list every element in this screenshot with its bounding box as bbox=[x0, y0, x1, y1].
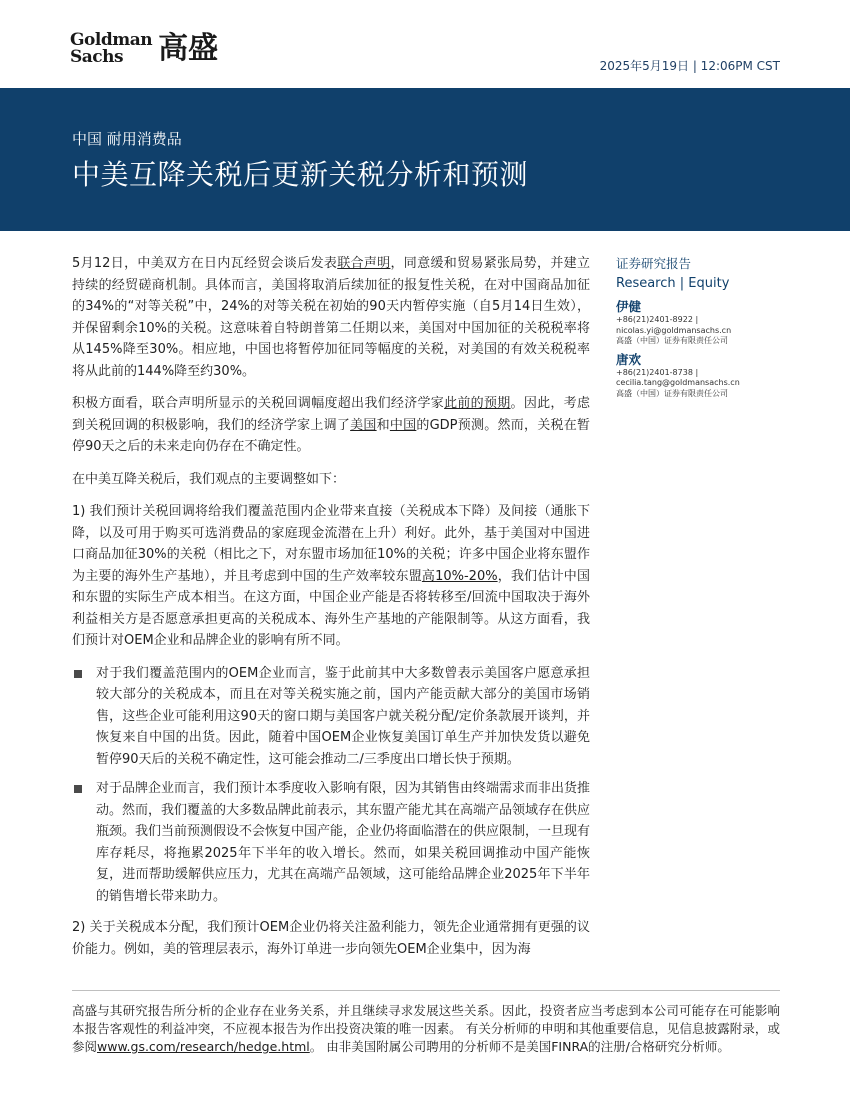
analyst-email[interactable]: nicolas.yi@goldmansachs.cn bbox=[616, 325, 732, 335]
analyst-company: 高盛（中国）证券有限责任公司 bbox=[616, 388, 728, 398]
analyst-email[interactable]: cecilia.tang@goldmansachs.cn bbox=[616, 378, 740, 387]
banner-subtitle: 中国 耐用消费品 bbox=[72, 130, 182, 148]
sidebar bbox=[616, 255, 786, 399]
analyst-name: 伊健 bbox=[616, 299, 642, 314]
bullet-text: 对于品牌企业而言，我们预计本季度收入影响有限，因为其销售由终端需求而非出货推动。然而，我们覆盖的大多数品牌此前表示，其东盟产能尤其在高端产品领域存在供应瓶颈。我们当前预测假设不会恢复中国产能，企业仍将面临潜在的供应限制，一旦现有库存耗尽，将拖累2025年下半年的收入增长。然而，如果关税回调推动中国产能恢复，进而帮助缓解供应压力，尤其在高端产品领域，这可能给品牌企业2025年下半年的销售增长带来助力。 bbox=[96, 781, 591, 904]
square-bullet-icon bbox=[74, 670, 82, 678]
footer-text-end: 。 由非美国附属公司聘用的分析师不是美国FINRA的注册/合格研究分析师。 bbox=[309, 1039, 730, 1054]
footer-text: 高盛与其研究报告所分析的企业存在业务关系，并且继续寻求发展这些关系。因此，投资者应当考虑到本公司可能存在可能影响本报告客观性的利益冲突，不应视本报告为作出投资决策的唯一因素。 有关分析师的申明和其他重要信息，见信息披露附录，或参阅 bbox=[72, 1003, 780, 1054]
us-gdp-link[interactable]: 美国 bbox=[350, 417, 377, 433]
joint-statement-link[interactable]: 联合声明 bbox=[337, 256, 391, 271]
disclosure-footer bbox=[72, 1002, 780, 1056]
logo-word-sachs: Sachs bbox=[70, 47, 124, 67]
sidebar-title: 证券研究报告 bbox=[616, 256, 692, 271]
paragraph-3: 在中美互降关税后，我们观点的主要调整如下： bbox=[72, 471, 346, 487]
analyst-name: 唐欢 bbox=[616, 351, 642, 367]
disclosure-link[interactable]: www.gs.com/research/hedge.html bbox=[97, 1039, 310, 1054]
bullet-item-brand bbox=[72, 778, 590, 907]
paragraph-1 bbox=[72, 253, 590, 382]
paragraph-1-text-cont: ，同意缓和贸易紧张局势，并建立持续的经贸磋商机制。具体而言，美国将取消后续加征的报复性关税，在对中国商品加征的34%的“对等关税”中，24%的对等关税在初始的90天内暂停实施（自5月14日生效），并保留剩余10%的关税。这意味着自特朗普第二任期以来，美国对中国加征的关税税率将从145%降至30%。相应地，中国也将暂停加征同等幅度的关税，对美国的有效关税税率将从此前的144%降至约30%。 bbox=[72, 256, 590, 379]
paragraph-5: 2) 关于关税成本分配，我们预计OEM企业仍将关注盈利能力，领先企业通常拥有更强的议价能力。例如，美的管理层表示，海外订单进一步向领先OEM企业集中，因为海 bbox=[72, 920, 590, 957]
analyst-company: 高盛（中国）证券有限责任公司 bbox=[616, 336, 728, 345]
analyst-phone: +86(21)2401-8922 | bbox=[616, 315, 699, 324]
previous-forecast-link[interactable]: 此前的预期 bbox=[444, 396, 511, 411]
bullet-item-oem bbox=[72, 663, 590, 771]
sidebar-subtitle: Research | Equity bbox=[616, 276, 730, 291]
paragraph-2-text-end: 的GDP预测。然而，关税在暂停90天之后的未来走向仍存在不确定性。 bbox=[72, 417, 590, 454]
logo-word-goldman: Goldman bbox=[70, 30, 153, 50]
paragraph-4 bbox=[72, 501, 590, 652]
paragraph-4-text-cont: ，我们估计中国和东盟的实际生产成本相当。在这方面，中国企业产能是否将转移至/回流中国取决于海外利益相关方是否愿意承担更高的关税成本、海外生产基地的产能限制等。从这方面看，我们预计对OEM企业和品牌企业的影响有所不同。 bbox=[72, 568, 590, 648]
china-gdp-link[interactable]: 中国 bbox=[389, 417, 417, 433]
goldman-sachs-logo bbox=[70, 32, 218, 66]
paragraph-4-text: 1) 我们预计关税回调将给我们覆盖范围内企业带来直接（关税成本下降）及间接（通胀下降，以及可用于购买可选消费品的家庭现金流潜在上升）利好。此外，基于美国对中国进口商品加征30%的关税（相比之下，对东盟市场加征10%的关税；许多中国企业将东盟作为主要的海外生产基地），并且考虑到中国的生产效率较东盟 bbox=[72, 504, 590, 584]
paragraph-1-text: 5月12日，中美双方在日内瓦经贸会谈后发表 bbox=[72, 256, 338, 271]
report-title: 中美互降关税后更新关税分析和预测 bbox=[72, 158, 529, 191]
analyst-card bbox=[616, 299, 786, 347]
bullet-text: 对于我们覆盖范围内的OEM企业而言，鉴于此前其中大多数曾表示美国客户愿意承担较大部分的关税成本，而且在对等关税实施之前，国内产能贡献大部分的美国市场销售，这些企业可能利用这90天的窗口期与美国客户就关税分配/定价条款展开谈判，并恢复来自中国的出货。因此，随着中国OEM企业恢复美国订单生产并加快发货以避免暂停90天后的关税不确定性，这可能会推动二/三季度出口增长快于预期。 bbox=[96, 665, 590, 767]
logo-wordmark bbox=[70, 32, 152, 66]
report-date: 2025年5月19日 | 12:06PM CST bbox=[599, 59, 780, 73]
footer-divider bbox=[72, 990, 780, 991]
paragraph-2-text-and: 和 bbox=[376, 417, 390, 433]
paragraph-2-text: 积极方面看，联合声明所显示的关税回调幅度超出我们经济学家 bbox=[72, 396, 445, 411]
analyst-card bbox=[616, 352, 786, 400]
main-body bbox=[72, 253, 590, 971]
productivity-link[interactable]: 高10%-20% bbox=[421, 568, 498, 584]
paragraph-2-text-mid: 。因此，考虑到关税回调的积极影响，我们的经济学家上调了 bbox=[72, 396, 590, 433]
square-bullet-icon bbox=[74, 785, 82, 793]
analyst-phone: +86(21)2401-8738 | bbox=[616, 367, 699, 377]
logo-chinese: 高盛 bbox=[158, 31, 219, 66]
paragraph-2 bbox=[72, 393, 590, 458]
